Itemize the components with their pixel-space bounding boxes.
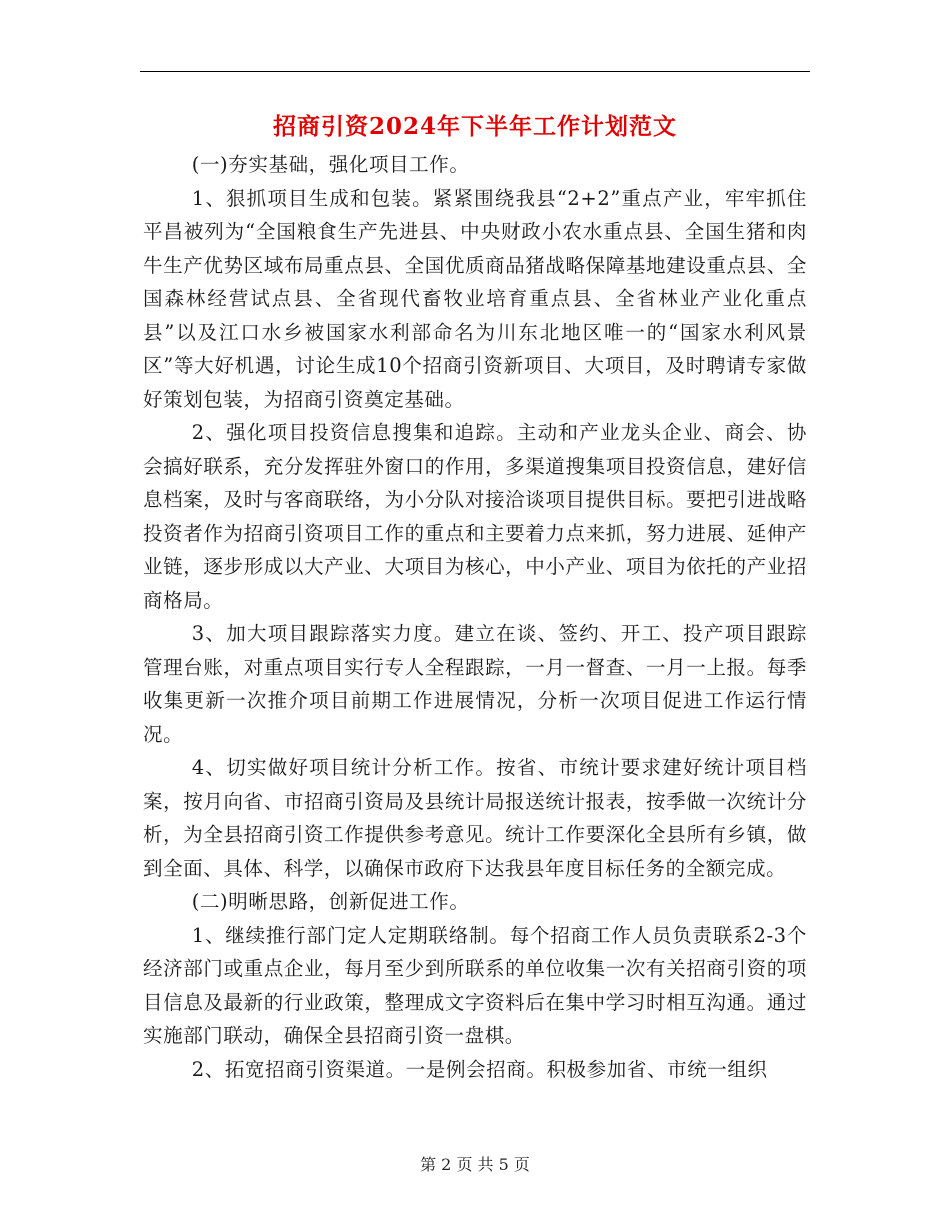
page-footer: 第 2 页 共 5 页: [420, 1155, 530, 1174]
body-paragraph: 3、加大项目跟踪落实力度。建立在谈、签约、开工、投产项目跟踪管理台账，对重点项目实行专人全程跟踪，一月一督查、一月一上报。每季收集更新一次推介项目前期工作进展情况，分析一次项目促进工作运行情况。: [143, 622, 807, 746]
section-heading: (一)夯实基础，强化项目工作。: [191, 153, 470, 176]
header-rule: [140, 71, 810, 72]
section-heading: (二)明晰思路，创新促进工作。: [191, 890, 470, 913]
body-paragraph: 2、强化项目投资信息搜集和追踪。主动和产业龙头企业、商会、协会搞好联系，充分发挥驻外窗口的作用，多渠道搜集项目投资信息，建好信息档案，及时与客商联络，为小分队对接洽谈项目提供目标。要把引进战略投资者作为招商引资项目工作的重点和主要着力点来抓，努力进展、延伸产业链，逐步形成以大产业、大项目为核心，中小产业、项目为依托的产业招商格局。: [143, 421, 807, 612]
body-paragraph: 2、拓宽招商引资渠道。一是例会招商。积极参加省、市统一组织: [191, 1057, 768, 1081]
body-paragraph: 1、继续推行部门定人定期联络制。每个招商工作人员负责联系2-3个经济部门或重点企业，每月至少到所联系的单位收集一次有关招商引资的项目信息及最新的行业政策，整理成文字资料后在集中学习时相互沟通。通过实施部门联动，确保全县招商引资一盘棋。: [143, 923, 807, 1047]
body-paragraph: 4、切实做好项目统计分析工作。按省、市统计要求建好统计项目档案，按月向省、市招商引资局及县统计局报送统计报表，按季做一次统计分析，为全县招商引资工作提供参考意见。统计工作要深化全县所有乡镇，做到全面、具体、科学，以确保市政府下达我县年度目标任务的全额完成。: [143, 756, 807, 880]
document-title: 招商引资2024年下半年工作计划范文: [272, 113, 677, 140]
document-body: [143, 148, 807, 1086]
body-paragraph: 1、狠抓项目生成和包装。紧紧围绕我县“2+2”重点产业，牢牢抓住平昌被列为“全国粮食生产先进县、中央财政小农水重点县、全国生猪和肉牛生产优势区域布局重点县、全国优质商品猪战略保障基地建设重点县、全国森林经营试点县、全省现代畜牧业培育重点县、全省林业产业化重点县”以及江口水乡被国家水利部命名为川东北地区唯一的“国家水利风景区”等大好机遇，讨论生成10个招商引资新项目、大项目，及时聘请专家做好策划包装，为招商引资奠定基础。: [143, 186, 807, 411]
